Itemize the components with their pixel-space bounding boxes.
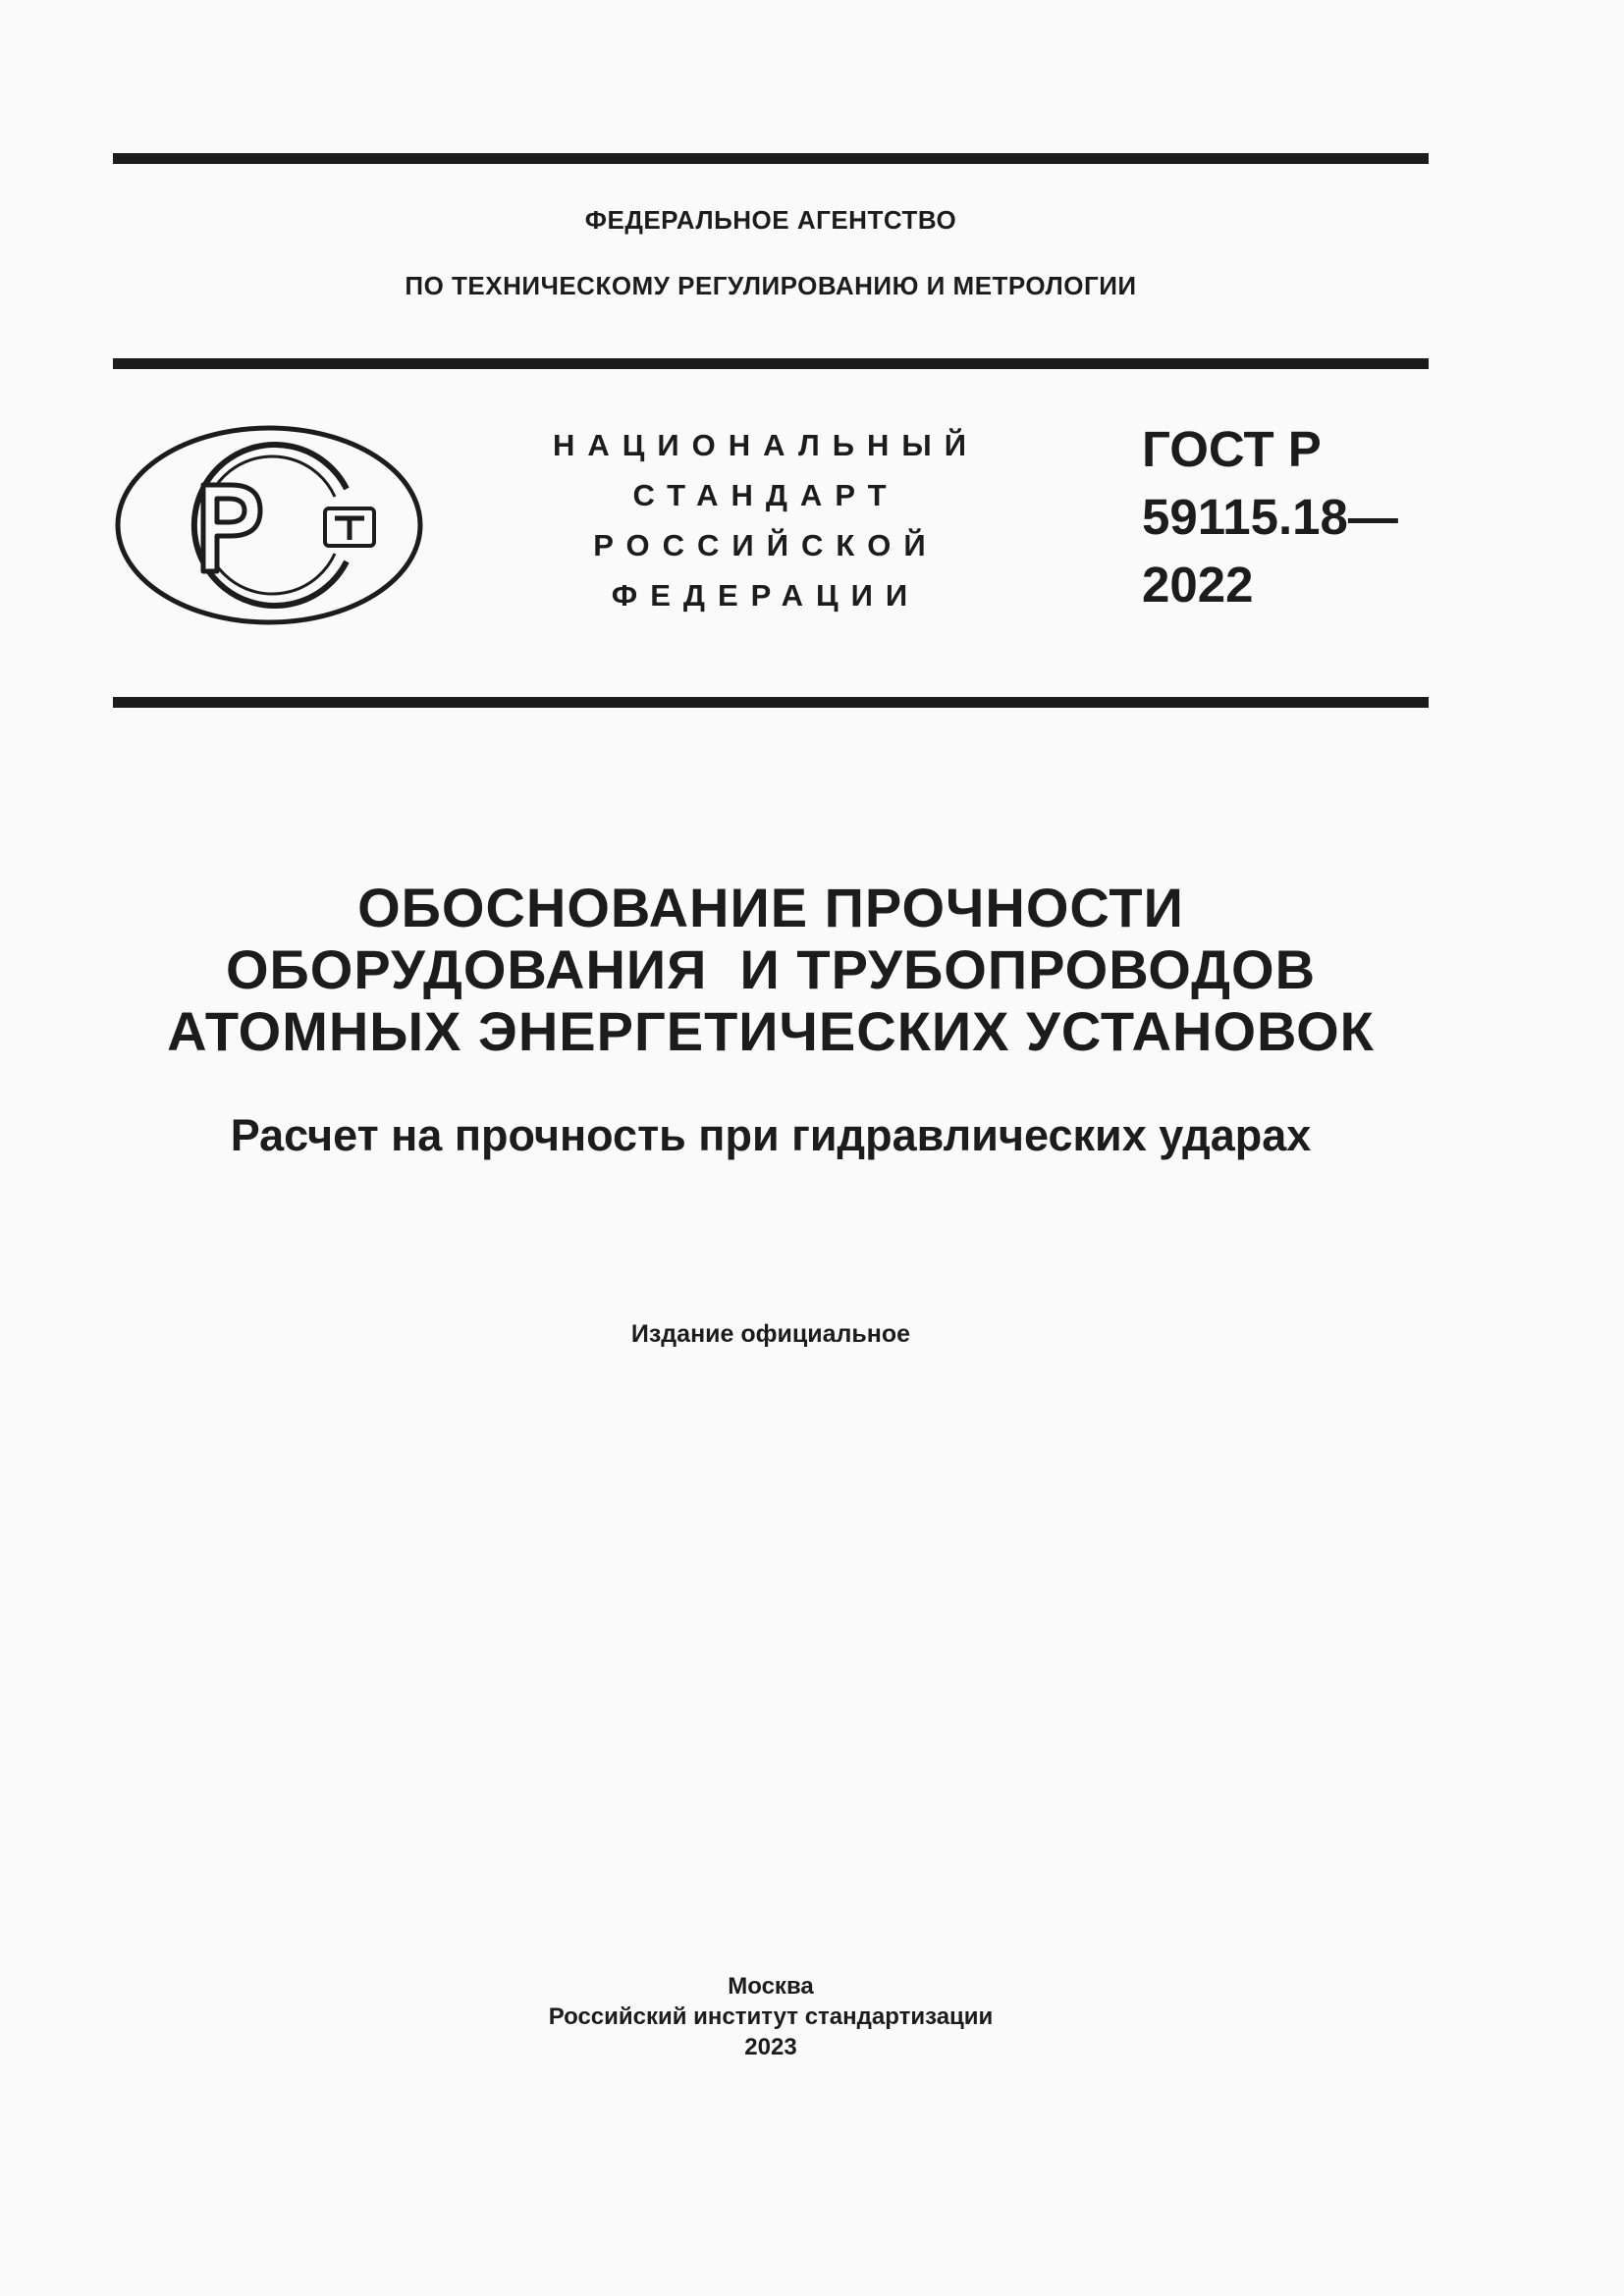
agency-bottom-rule — [113, 358, 1429, 369]
document-subtitle: Расчет на прочность при гидравлических ударах — [230, 1110, 1312, 1160]
national-standard-line-1: НАЦИОНАЛЬНЫЙ — [552, 428, 980, 462]
national-standard-line-4: ФЕДЕРАЦИИ — [611, 578, 921, 613]
national-standard-line-2: СТАНДАРТ — [632, 478, 899, 512]
header-bottom-rule — [113, 697, 1429, 708]
document-title — [113, 877, 1429, 1062]
rst-logo-icon — [113, 424, 425, 626]
national-standard-label — [550, 420, 982, 620]
imprint-year: 2023 — [744, 2034, 797, 2060]
title-line-3: АТОМНЫХ ЭНЕРГЕТИЧЕСКИХ УСТАНОВОК — [167, 1000, 1375, 1062]
national-standard-line-3: РОССИЙСКОЙ — [593, 528, 939, 562]
agency-line-2: ПО ТЕХНИЧЕСКОМУ РЕГУЛИРОВАНИЮ И МЕТРОЛОГИИ — [405, 271, 1137, 300]
designation-line-1: ГОСТ Р — [1142, 421, 1322, 477]
designation-line-2: 59115.18— — [1142, 489, 1398, 545]
title-line-2: ОБОРУДОВАНИЯ И ТРУБОПРОВОДОВ — [225, 938, 1317, 1000]
imprint — [113, 1971, 1429, 2062]
standard-designation — [1142, 415, 1436, 618]
imprint-publisher: Российский институт стандартизации — [548, 2003, 994, 2030]
imprint-city: Москва — [728, 1973, 814, 2000]
title-line-1: ОБОСНОВАНИЕ ПРОЧНОСТИ — [357, 877, 1184, 938]
top-rule — [113, 153, 1429, 164]
agency-line-1: ФЕДЕРАЛЬНОЕ АГЕНТСТВО — [584, 205, 957, 235]
designation-line-3: 2022 — [1142, 557, 1254, 613]
edition-label: Издание официальное — [630, 1320, 911, 1348]
